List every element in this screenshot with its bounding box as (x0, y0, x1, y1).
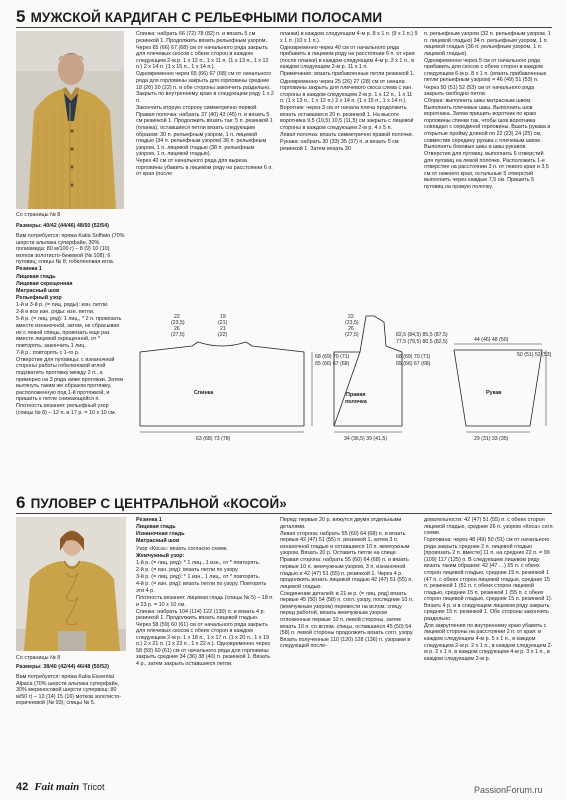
svg-text:29 (31) 33 (35): 29 (31) 33 (35) (474, 436, 509, 442)
svg-text:44 (46) 48 (50): 44 (46) 48 (50) (474, 337, 509, 343)
svg-text:26: 26 (174, 326, 180, 332)
section-5-column-2: Спинка: набрать 66 (72) 78 (82) п. и вязать 5 см резинкой 1. Продолжить вязать рельефным узором. Через 65 (66) 67 (68) см от начального ряда закрыть для плечевых скосов с обеих сторон в каждом следующем 2-м р. 1 х 12 п., 1 х 11 п. (1 х 13 п., 1 х 12 п.) 2 х 14 п. (1 х 15 п., 1 х 14 п.). Одновременно через 65 (66) 67 (68) см от начального ряда для горловины закрыть для горловины средние 18 (20) 20 (22) п. и обе стороны закончить раздельно. Закрыть по внутреннему краю в следующем ряду 1 х 2 п. Закончить вторую сторону симметрично первой. Правая полочка: набрать 37 (40) 43 (45) п. и вязать 5 см резинкой 1. Продолжить вязать так: 5 п. резинкой 1 (планка), оставшиеся петли вязать следующим образом: 30 п. рельефным узором, 1 п. лицевой гладью (34 п. рельефным узором) 36 п. рельефным узором, 1 п. лицевой гладью (38 п. рельефным узором, 1 п. лицевой гладью). Через 40 см от начального ряда для выреза горловины убавить в лицевом ряду на расстоянии 6 п. от края (после (136, 31, 274, 178)
svg-text:65 (66) 67 (68): 65 (66) 67 (68) (315, 361, 350, 367)
svg-text:50 (51) 52 (53): 50 (51) 52 (53) (517, 352, 552, 358)
front-label-line-1: Правая (346, 392, 366, 398)
svg-text:82,5 (84,5) 85,5 (87,5): 82,5 (84,5) 85,5 (87,5) (396, 332, 448, 338)
section-5-rule (16, 27, 552, 28)
section-6-title: 6 ПУЛОВЕР С ЦЕНТРАЛЬНОЙ «КОСОЙ» (16, 493, 287, 512)
svg-text:68 (69) 70 (71): 68 (69) 70 (71) (396, 354, 431, 360)
section-5-title: 5 МУЖСКОЙ КАРДИГАН С РЕЛЬЕФНЫМИ ПОЛОСАМИ (16, 7, 383, 26)
magazine-brand-suffix: Tricot (82, 782, 105, 792)
svg-text:19: 19 (220, 314, 226, 320)
photo-mens-cardigan (16, 31, 124, 209)
svg-text:(22): (22) (218, 332, 228, 338)
section-6-column-2: Резинка 1 Лицевая гладь Изнаночная гладь Матрасный шов Узор «Коса»: вязать согласно схеме. Жемчужный узор: 1-й р. (= лиц. ряд): * 1 лиц., 1 изн., от * повторять. 2-й р. (= изн. ряд): вязать петли по узору. 3-й р. (= лиц. ряд): * 1 изн., 1 лиц., от * повторять. 4-й р. (= изн. ряд): вязать петли по узору. Повторять эти 4 р. Плотность вязания: лицевая гладь (спицы № 5) – 18 п. и 23 р. = 10 х 10 см. Спинка: набрать 104 (114) 122 (130) п. и вязать 4 р. резинкой 1. Продолжить вязать лицевой гладью. Через 58 (59) 60 (61) см от начального ряда закрыть для плечевых скосов с обеих сторон в каждом следующем 2-м р. 1 х 18 п., 1 х 17 п. (1 х 20 п., 1 х 19 п.) 2 х 21 п. (1 х 23 п., 1 х 22 п.). Одновременно через 58 (59) 60 (61) см от начального ряда для горловины закрыть средние 34 (36) 38 (40) п. резинкой 1. Вязать 4 р., затем закрыть оставшиеся петли. (136, 517, 274, 668)
svg-text:68 (69) 70 (71): 68 (69) 70 (71) (315, 354, 350, 360)
page-footer (16, 781, 104, 793)
cardigan-model-image (16, 31, 124, 209)
svg-text:(27,5): (27,5) (345, 332, 359, 338)
page-number: 42 (16, 781, 29, 793)
svg-text:22: 22 (348, 314, 354, 320)
svg-text:77,5 (79,5) 80,5 (82,5): 77,5 (79,5) 80,5 (82,5) (396, 339, 448, 345)
photo-womens-pullover (16, 517, 126, 651)
svg-text:26: 26 (348, 326, 354, 332)
section-6-rule (16, 513, 552, 514)
front-label-line-2: полочка (345, 399, 367, 405)
section-6-column-1: Со страницы № 8 Размеры: 38/40 (42/44) 46/48 (50/52) Вам потребуется: пряжа Katia Essential Alpaca (70% шерсти альпака суперфайн, 30% мериносовой шерсти супервош: 80 м/50 г) – 13 (14) 15 (16) мотков золотисто-коричневой (№ 93); спицы № 5. (16, 655, 122, 707)
site-watermark: PassionForum.ru (474, 785, 543, 795)
svg-text:(23,5): (23,5) (171, 320, 185, 326)
back-label: Спинка (194, 390, 214, 396)
svg-text:22: 22 (174, 314, 180, 320)
svg-text:(23,5): (23,5) (345, 320, 359, 326)
svg-text:(27,5): (27,5) (171, 332, 185, 338)
svg-text:65 (66) 67 (68): 65 (66) 67 (68) (396, 361, 431, 367)
section-6-column-4: довательности: 42 (47) 51 (55) п. с обеих сторон лицевой гладью, средние 26 п. узором «Коса» согл. схеме. Горловина: через 48 (49) 50 (51) см от начального ряда закрыть средние 2 п. лицевой гладью [провязать 2 п. вместе] 11 п. на средних 22 п. = 99 (109) 117 (125) п. В следующем лицевом ряду вязать таким образом: 42 (47 …) 55 п. с обеих сторон лицевой гладью, средние 15 п. резинкой 1 (47 п. с обеих сторон лицевой гладью, средние 15 п. резинкой 1 (51 п. с обеих сторон лицевой гладью, средние 15 п. резинкой 1 (55 п. с обеих сторон лицевой гладью, средние 15 п. резинкой 1). Вязать 4 р. и в следующем лицевом ряду закрыть средние 15 п. резинкой 1. Обе стороны закончить раздельно. Для закругления по внутреннему краю убавить с лицевой стороны на расстоянии 2 п. от края: в каждом следующем 4-м р. 5 х 1 п., в каждом следующем 2-м р. 2 х 1 п., в каждом следующем 2-м р. 2 х 1 п. в каждом следующем 4-м р. 3 х 1 п., в каждом следующем 2-м р. (424, 517, 554, 662)
section-6-column-3: Перед: первые 20 р. вяжутся двумя отдельными деталями. Левая сторона: набрать 55 (60) 64 (68) п. и вязать первые 42 (47) 51 (55) п. резинкой 1, затем 3 п. изнаночной гладью и оставшиеся 10 п. жемчужным узором. Вязать 20 р. Оставить петли на спице. Правая сторона: набрать 55 (60) 64 (68) п. и вязать первые 10 п. жемчужным узором, 3 п. изнаночной гладью и 42 (47) 51 (55) п. резинкой 1. Через 4 р. продолжить вязать лицевой гладью 42 (47) 51 (55) п. лицевой гладью. Соединение деталей: в 21-м р. (= лиц. ряд) вязать первые 45 (50) 54 (58) п. согл. узору, последние 10 п. (жемчужным узором) перевести на вспом. спицу перед работой, вязать жемчужным узором отложенные первые 10 п. левой стороны, затем вязать 10 п. со вспом. спицы, оставшиеся 45 (50) 54 (58) п. левой стороны продолжить вязать согл. узору. Вязать полученные 110 (120) 128 (136) п. узорами в следующей после- (280, 517, 414, 650)
svg-text:(21): (21) (218, 320, 228, 326)
back-diagram (140, 342, 312, 432)
pullover-model-image (16, 517, 126, 651)
svg-text:34 (36,5) 39 (41,5): 34 (36,5) 39 (41,5) (344, 436, 387, 442)
svg-text:21: 21 (220, 326, 226, 332)
section-5-column-3: планки) в каждом следующем 4-м р. 8 х 1 п. (9 х 1 п.) 9 х 1 п. (10 х 1 п.). Одновременно через 40 см от начального ряда прибавить в лицевом ряду на расстоянии 6 п. от края (после планки) в каждом следующем 4-м р. 3 х 1 п., в каждом следующем 2-м р. 11 х 1 п. Примечание: вязать прибавленные петли резинкой 1. Одновременно через 25 (26) 27 (28) см от начала горловины закрыть для плечевого скоса слева с изн. стороны в каждом следующем 2-м р. 1 х 12 п., 1 х 11 п. (1 х 13 п., 1 х 12 п.) 2 х 14 п. (1 х 15 п., 1 х 14 п.). Воротник: через 3 см от начала плеча продолжить вязать оставшиеся 20 п. резинкой 1. На высоте воротника 9,5 (10,5) 10,5 (11,5) см закрыть с лицевой стороны в каждом следующем 2-м р. 4 х 5 п. Левая полочка: вязать симметрично правой полочке. Рукава: набрать 30 (33) 35 (37) п. и вязать 5 см резинкой 1. Затем вязать 30 (280, 31, 418, 152)
magazine-brand: Fait main (34, 781, 80, 793)
section-5-column-4: п. рельефным узором (32 п. рельефным узором, 1 п. лицевой гладью) 34 п. рельефным узором, 1 п. лицевой гладью (36 п. рельефным узором, 1 п. лицевой гладью). Одновременно через 5 см от начального ряда прибавить для скосов с обеих сторон в каждом следующем 6-м р. 8 х 1 п. (вязать прибавленные петли рельефным узором) = 46 (49) 51 (53) п. Через 50 (51) 52 (53) см от начального ряда закрыть свободно петли. Сборка: выполнить швы матрасным швом. Выполнить плечевые швы. Выполнить шов воротника. Затем пришить воротник по краю горловины спинки так, чтобы шов воротника совпадал с серединой горловины. Вшить рукава в открытые пройму длиной по 22 (23) 24 (25) см, совместив середину рукава с плечевым швом. Выполнить боковые швы и швы рукавов. Отверстия для пуговиц: выполнить 6 отверстий для пуговиц на левой полочке. Расположить 1-е отверстие на расстоянии 3 п. от левого края и 3,5 см от нижнего края, остальные 5 отверстий выполнить через каждые 7,5 см. Пришить 5 пуговиц на правую полочку. (424, 31, 551, 190)
pattern-diagrams (134, 312, 554, 444)
section-5-column-1: Со страницы № 8 Размеры: 40/42 (44/46) 48/50 (52/54) Вам потребуется: пряжа Katia Soffiato (70% шерсти альпака суперфайн, 30% полиамида: 80 м/100 г) – 8 (9) 10 (10) мотков золотисто-бежевой (№ 108); 6 пуговиц; спицы № 8; гобеленовая игла. Резинка 1 Лицевая гладь Лицевая скрещенная Матрасный шов Рельефный узор 1-й и 3-й р. (= лиц. ряды): изн. петли. 2-й и все изн. ряды: изн. петли. 5-й р. (= лиц. ряд): 1 лиц., * 2 п. провязать вместе изнаночной, затем, не сбрасывая их с левой спицы, провязать еще раз вместе лицевой скрещенной, от * повторять, закончить 1 лиц. 7-й р.: повторять с 1-го р. Отверстие для пуговицы: с изнаночной стороны работы гобеленовой иглой подхватить протяжку между 2 п., а примерно на 3 ряда ниже протяжки. Затем вытянуть таким же образом протяжку, расположенную под 1-й протяжкой, и пришить к петле снижающейся п. Плотность вязания: рельефный узор (спицы № 8) – 12 п. и 17 р. = 10 х 10 см. (16, 212, 125, 416)
svg-text:Рукав: Рукав (486, 390, 502, 396)
front-label (345, 392, 368, 405)
svg-text:63 (68) 73 (78): 63 (68) 73 (78) (196, 436, 231, 442)
